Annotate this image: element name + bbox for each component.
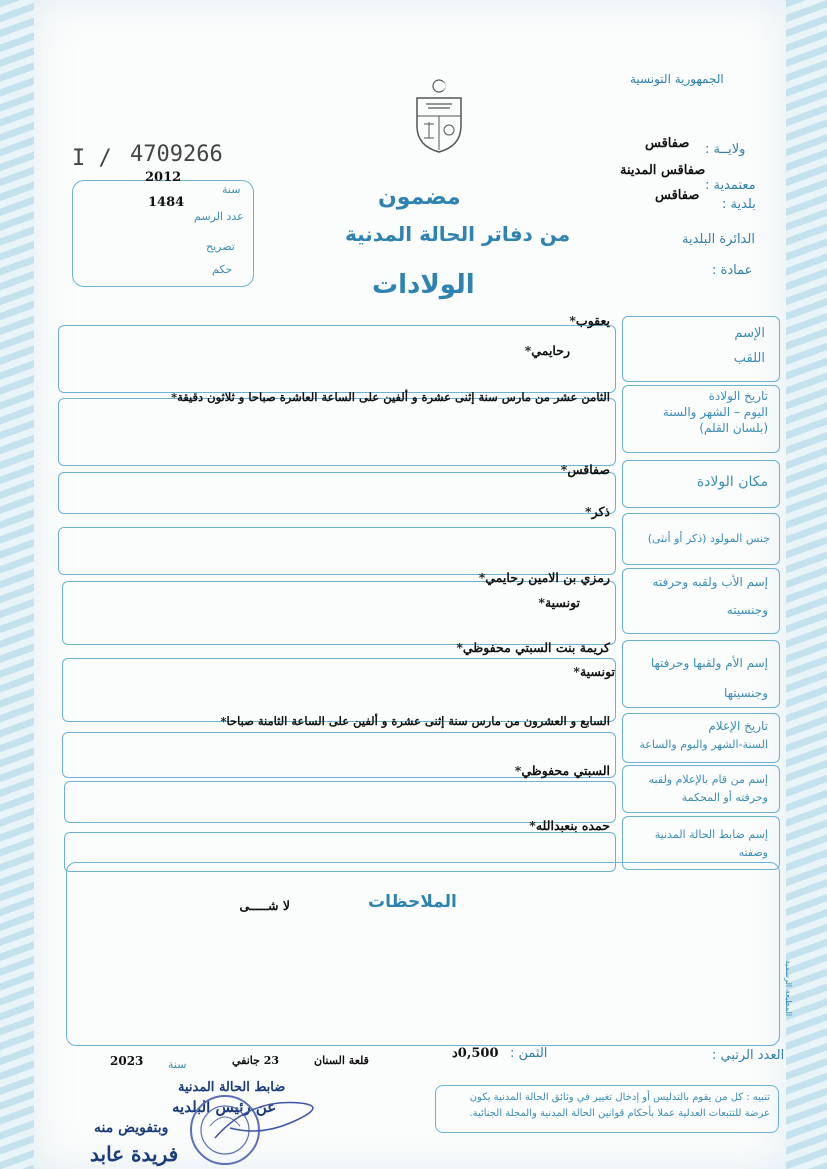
surname-label: اللقب xyxy=(733,351,765,366)
issue-year: 2023 xyxy=(110,1054,144,1068)
issue-date: 23 جانفي xyxy=(232,1054,280,1067)
sex-label: جنس المولود (ذكر أو أنثى) xyxy=(647,532,770,545)
father-value: رمزي بن الامين رحايمي* xyxy=(478,570,610,585)
remarks-label: الملاحظات xyxy=(368,892,457,912)
birthdate-sublabel: اليوم – الشهر والسنة xyxy=(662,405,768,419)
birthdate-value: الثامن عشر من مارس سنة إثنى عشرة و ألفين على الساعة العاشرة صباحا و ثلاثون دقيقة* xyxy=(171,390,610,404)
record-label: عدد الرسم xyxy=(194,210,244,223)
signature-icon xyxy=(210,1088,340,1148)
surname-value: رحايمي* xyxy=(524,343,570,358)
year-value: 2012 xyxy=(145,170,182,185)
sex-value-box xyxy=(58,527,616,575)
tunisia-coat-of-arms-icon xyxy=(412,78,466,154)
printer-mark: المطبعة الرسمية xyxy=(784,960,793,1017)
serial-prefix: I / xyxy=(72,146,112,171)
wilaya-value: صفاقس xyxy=(645,136,690,151)
first-name-value: يعقوب* xyxy=(569,313,610,328)
name-value-box xyxy=(58,325,616,393)
declarant-sublabel: وحرفته أو المحكمة xyxy=(681,791,768,804)
mother-nationality-value: تونسية* xyxy=(573,664,615,679)
notice-text: تنبيه : كل من يقوم بالتدليس أو إدخال تغيير في وثائق الحالة المدنية يكون عرضة للتتبعات العدلية عملا بأحكام قوانين الحالة المدنية والمجلة الجنائية. xyxy=(469,1092,770,1119)
birthdate-hint: (بلسان القلم) xyxy=(699,421,768,435)
issue-year-label: سنة xyxy=(168,1058,187,1071)
declaration-date-sublabel: السنة-الشهر واليوم والساعة xyxy=(639,738,768,751)
issue-place: قلعة السنان xyxy=(314,1054,369,1067)
district-label: الدائرة البلدية xyxy=(682,232,755,247)
republic-label: الجمهورية التونسية xyxy=(630,72,724,86)
declaration-label: تصريح xyxy=(206,240,235,253)
year-label: سنة xyxy=(222,183,241,196)
father-label: إسم الأب ولقبه وحرفته xyxy=(652,575,768,589)
serial-label: العدد الرتبي : xyxy=(712,1048,785,1063)
omda-label: عمادة : xyxy=(712,263,753,278)
officer-line3: وبتفويض منه xyxy=(94,1120,169,1136)
officer-name: فريدة عابد xyxy=(90,1142,179,1166)
father-sublabel: وجنسيته xyxy=(726,603,768,617)
municipality-label: بلدية : xyxy=(722,197,756,212)
declaration-date-label: تاريخ الإعلام xyxy=(708,719,768,733)
name-label: الإسم xyxy=(734,326,765,341)
officer-label: إسم ضابط الحالة المدنية xyxy=(654,828,768,841)
mother-value: كريمة بنت السبتي محفوظي* xyxy=(456,640,610,655)
extract-title: مضمون xyxy=(378,185,461,210)
father-nationality-value: تونسية* xyxy=(538,595,580,610)
declarant-value: السبتي محفوظي* xyxy=(514,763,610,778)
wilaya-label: ولايــة : xyxy=(705,142,746,157)
officer-value: حمده بنعبدالله* xyxy=(529,818,610,833)
birthdate-label: تاريخ الولادة xyxy=(708,389,768,403)
serial-number: 4709266 xyxy=(130,142,223,167)
delegation-value: صفاقس المدينة xyxy=(620,163,706,178)
declarant-value-box xyxy=(64,781,616,823)
decorative-border-left xyxy=(0,0,34,1169)
birthdate-value-box xyxy=(58,398,616,466)
birthplace-label: مكان الولادة xyxy=(696,474,768,490)
officer-line2: عن رئيس البلديه xyxy=(172,1098,277,1116)
births-title: الولادات xyxy=(372,270,475,300)
birthplace-value: صفاقس* xyxy=(560,462,610,477)
father-value-box xyxy=(62,581,616,645)
remarks-box xyxy=(66,862,780,1046)
remarks-value: لا شـــــى xyxy=(239,898,290,913)
price-label: الثمن : xyxy=(510,1046,548,1061)
price-value: 0,500د xyxy=(452,1046,499,1061)
sex-value: ذكر* xyxy=(585,504,610,519)
registers-title: من دفاتر الحالة المدنية xyxy=(345,222,571,246)
mother-label: إسم الأم ولقبها وحرفتها xyxy=(650,656,768,670)
declarant-label: إسم من قام بالإعلام ولقبه xyxy=(648,773,768,786)
officer-title: ضابط الحالة المدنية xyxy=(178,1080,286,1095)
delegation-label: معتمدية : xyxy=(705,178,756,193)
declaration-date-value: السابع و العشرون من مارس سنة إثنى عشرة و ألفين على الساعة الثامنة صباحا* xyxy=(220,714,610,728)
judgment-label: حكم xyxy=(212,263,233,276)
record-value: 1484 xyxy=(148,195,185,210)
mother-sublabel: وجنسيتها xyxy=(724,686,768,700)
municipality-value: صفاقس xyxy=(655,188,700,203)
officer-sublabel: وصفته xyxy=(738,846,768,859)
